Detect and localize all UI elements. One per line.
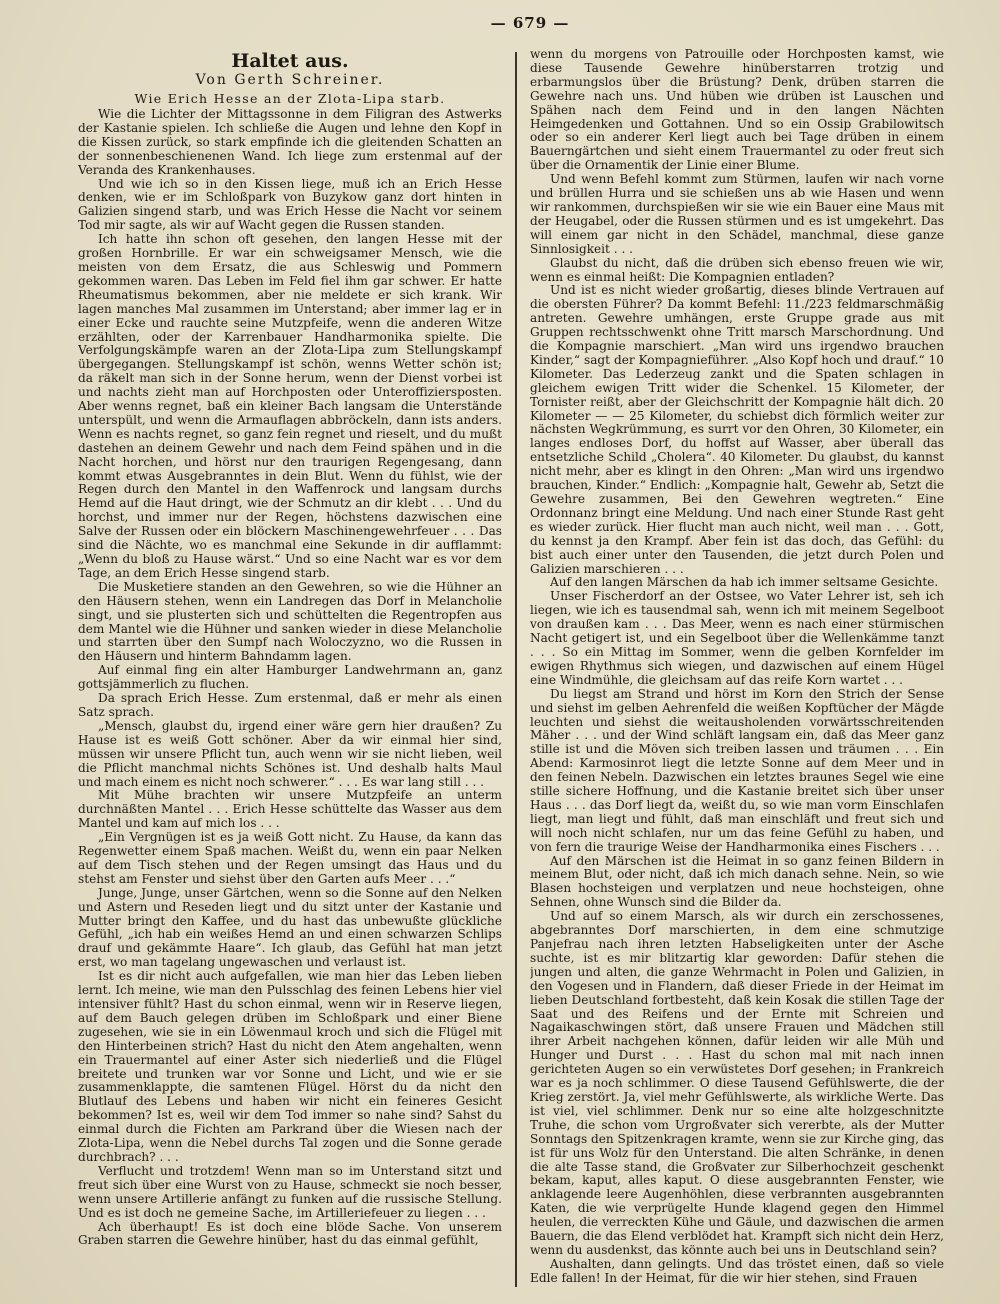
paragraph: Und wenn Befehl kommt zum Stürmen, laufen wir nach vorne und brüllen Hurra und sie schießen uns ab wie Hasen und wenn wir rankommen, durchspießen wir sie wie ein Bauer eine Maus mit der Heugabel, oder die Russen stürmen und es ist umgekehrt. Das will einem gar nicht in den Schädel, manchmal, diese ganze Sinnlosigkeit . . . <box>530 172 944 256</box>
paragraph: Da sprach Erich Hesse. Zum erstenmal, daß er mehr als einen Satz sprach. <box>78 691 502 719</box>
paragraph: Glaubst du nicht, daß die drüben sich ebenso freuen wie wir, wenn es einmal heißt: Die Kompagnien entladen? <box>530 255 944 284</box>
paragraph: Und wie ich so in den Kissen liege, muß ich an Erich Hesse denken, wie er im Schloßpark von Buzykow ganz dort hinten in Galizien singend starb, und was Erich Hesse die Nacht vor seinem Tod mir sagte, als wir auf Wacht gegen die Russen standen. <box>78 176 502 233</box>
paragraph: Junge, Junge, unser Gärtchen, wenn so die Sonne auf den Nelken und Astern und Reseden liegt und du sitzt unter der Kastanie und Mutter bringt den Kaffee, und du hast das unbewußte glückliche Gefühl, „ich hab ein weißes Hemd an und einen schwarzen Schlips drauf und gekämmte Haare“. Ich glaub, das Gefühl hat man jetzt erst, wo man tagelang ungewaschen und verlaust ist. <box>78 885 502 970</box>
article-subtitle: Wie Erich Hesse an der Zlota-Lipa starb. <box>134 91 446 106</box>
paragraph: Aushalten, dann gelingts. Und das tröstet einen, daß so viele Edle fallen! In der Heimat, für die wir hier stehen, sind Frauen <box>530 1256 944 1285</box>
paragraph: Auf den langen Märschen da hab ich immer seltsame Gesichte. <box>550 575 939 590</box>
article-author: Von Gerth Schreiner. <box>195 72 385 88</box>
paragraph: Die Musketiere standen an den Gewehren, so wie die Hühner an den Häusern stehen, wenn ein Landregen das Dorf in Melancholie singt, und sie plusterten sich und schüttelten die Regentropfen aus dem Mantel wie die Hühner und sanken wieder in diese Melancholie und starrten über den Sumpf nach Woloczyzno, wo die Russen in den Häusern und hinterm Bahndamm lagen. <box>78 579 502 664</box>
right-column <box>530 48 944 1296</box>
paragraph: Unser Fischerdorf an der Ostsee, wo Vater Lehrer ist, seh ich liegen, wie ich es tausendmal sah, wenn ich mit meinem Segelboot von draußen kam . . . Das Meer, wenn es nach einer stürmischen Nacht getigert ist, und ein Segelboot über die Wellenkämme tanzt . . . So ein Mittag im Sommer, wenn die gelben Kornfelder im ewigen Rhythmus sich wiegen, und dazwischen auf einem Hügel eine Windmühle, die gleichsam auf das reife Korn wartet . . . <box>530 589 944 687</box>
left-column <box>78 48 502 1296</box>
paragraph: Und auf so einem Marsch, als wir durch ein zerschossenes, abgebranntes Dorf marschierten, in dem eine schmutzige Panjefrau nach ihren letzten Habseligkeiten unter der Asche suchte, ist es mir blitzartig klar geworden: Dafür stehen die jungen und alten, die ganze Wehrmacht in Polen und Galizien, in den Vogesen und in Flandern, daß dieser Friede in der Heimat im lieben Deutschland fortbesteht, daß kein Kosak die stillen Tage der Saat und des Reifens und der Ernte mit Schreien und Nagaikaschwingen stört, daß unsere Frauen und Mädchen still ihrer Arbeit nachgehen können, dafür leiden wir alle Müh und Hunger und Durst . . . Hast du schon mal mit nach innen gerichteten Augen so ein verwüstetes Dorf gesehen; in Frankreich war es ja noch schlimmer. O diese Tausend Gefühlswerte, die der Krieg zerstört. Ja, viel mehr Gefühlswerte, als wirkliche Werte. Das ist viel, viel schlimmer. Denk nur so eine alte holzgeschnitzte Truhe, die schon vom Urgroßvater sich vererbte, als der Mutter Sonntags den Spitzenkragen kramte, wenn sie zur Kirche ging, das ist für uns Wolz für den Unterstand. Die alten Schränke, in denen die alte Tasse stand, die Großvater zur Silberhochzeit geschenkt bekam, kaput, alles kaput. O diese ausgebrannten Fenster, wie anklagende leere Augenhöhlen, diese verbrannten ausgebrannten Katen, die wie verprügelte Hunde klagend gegen den Himmel heulen, die verreckten Kühe und Gäule, und dazwischen die armen Bauern, die das Elend verblödet hat. Krampft sich nicht dein Herz, wenn du ausdenkst, das könnte auch bei uns in Deutschland sein? <box>530 909 944 1257</box>
paragraph: Ach überhaupt! Es ist doch eine blöde Sache. Von unserem Graben starren die Gewehre hinüber, hast du das einmal gefühlt, <box>78 1219 502 1248</box>
paragraph: wenn du morgens von Patrouille oder Horchposten kamst, wie diese Tausende Gewehre hinüberstarren trotzig und erbarmungslos über die Brüstung? Denk, drüben starren die Gewehre nach uns. Und hüben wie drüben ist Lauschen und Spähen nach dem Feind und in den langen Nächten Heimgedenken und Gottahnen. Und so ein Ossip Grabilowitsch oder so ein anderer Kerl liegt auch bei Tage drüben in einem Bauerngärtchen und sieht einem Trauermantel zu oder freut sich über die Ornamentik der Linie einer Blume. <box>530 48 944 173</box>
paragraph: Mit Mühe brachten wir unsere Mutzpfeife an unterm durchnäßten Mantel . . . Erich Hesse schüttelte das Wasser aus dem Mantel und kam auf mich los . . . <box>78 788 502 831</box>
column-divider <box>515 52 517 1287</box>
paragraph: Auf einmal fing ein alter Hamburger Landwehrmann an, ganz gottsjämmerlich zu fluchen. <box>78 663 502 692</box>
page-number: — 679 — <box>490 14 570 32</box>
paragraph: Du liegst am Strand und hörst im Korn den Strich der Sense und siehst im gelben Aehrenfeld die weißen Kopftücher der Mägde leuchten und siehst die weitausholenden vorwärtsschreitenden Mäher . . . und der Wind schläft langsam ein, daß das Meer ganz stille ist und die Möven sich treiben lassen und träumen . . . Ein Abend: Karmosinrot liegt die letzte Sonne auf dem Meer und in den feinen Nebeln. Dazwischen ein letztes braunes Segel wie eine stille sichere Hoffnung, und die Kastanie breitet sich über unser Haus . . . das Dorf liegt da, weißt du, so wie man vorm Einschlafen liegt, man liegt und fühlt, daß man einschläft und freut sich und will noch nicht schlafen, nur um das feine Gefühl zu haben, und von fern die traurige Weise der Handharmonika eines Fischers . . . <box>530 686 944 854</box>
article-title: Haltet aus. <box>231 50 349 72</box>
paragraph: Auf den Märschen ist die Heimat in so ganz feinen Bildern in meinem Blut, oder nicht, daß ich mich danach sehne. Nein, so wie Blasen hochsteigen und verplatzen und neue hochsteigen, ohne Sehnen, ohne Wunsch sind die Bilder da. <box>530 853 944 910</box>
paragraph: Verflucht und trotzdem! Wenn man so im Unterstand sitzt und freut sich über eine Wurst von zu Hause, schmeckt sie noch besser, wenn unsere Artillerie anfängt zu funken auf die russische Stellung. Und es ist doch ne gemeine Sache, im Artilleriefeuer zu liegen . . . <box>78 1163 502 1220</box>
paragraph: Und ist es nicht wieder großartig, dieses blinde Vertrauen auf die obersten Führer? Da kommt Befehl: 11./223 feldmarschmäßig antreten. Gewehre umhängen, erste Gruppe grade aus mit Gruppen rechtsschwenkt ohne Tritt marsch Marschordnung. Und die Kompagnie marschiert. „Man wird uns irgendwo brauchen Kinder,“ sagt der Kompagnieführer. „Also Kopf hoch und drauf.“ 10 Kilometer. Das Lederzeug zankt und die Spaten schlagen in gleichem ewigen Tritt wider die Schenkel. 15 Kilometer, der Tornister reißt, aber der Gleichschritt der Kompagnie hält dich. 20 Kilometer — — 25 Kilometer, du schiebst dich förmlich weiter zur nächsten Wegkrümmung, es surrt vor den Ohren, 30 Kilometer, ein langes endloses Dorf, du hoffst auf Wasser, aber überall das entsetzliche Schild „Cholera“. 40 Kilometer. Du glaubst, du kannst nicht mehr, aber es klingt in den Ohren: „Man wird uns irgendwo brauchen, Kinder.“ Endlich: „Kompagnie halt, Gewehr ab, Setzt die Gewehre zusammen, Bei den Gewehren wegtreten.“ Eine Ordonnanz bringt eine Meldung. Und nach einer Stunde Rast geht es wieder zurück. Hier flucht man auch nicht, weil man . . . Gott, du kennst ja den Krampf. Aber fein ist das doch, das Gefühl: du bist auch einer unter den Tausenden, die jetzt durch Polen und Galizien marschieren . . . <box>530 283 944 576</box>
paragraph: Ich hatte ihn schon oft gesehen, den langen Hesse mit der großen Hornbrille. Er war ein schweigsamer Mensch, wie die meisten von dem Ersatz, die aus Schleswig und Pommern gekommen waren. Das Leben im Feld fiel ihm gar schwer. Er hatte Rheumatismus bekommen, aber nie meldete er sich krank. Wir lagen manches Mal zusammen im Unterstand; aber immer lag er in einer Ecke und rauchte seine Mutzpfeife, wenn die anderen Witze erzählten, oder der Karrenbauer Handharmonika spielte. Die Verfolgungskämpfe waren an der Zlota-Lipa zum Stellungskampf übergegangen. Stellungskampf ist schön, wenns Wetter schön ist; da räkelt man sich in der Sonne herum, wenn der Dienst vorbei ist und nachts zieht man auf Horchposten oder Unteroffiziersposten. Aber wenns regnet, baß ein kleiner Bach langsam die Unterstände unterspült, und wenn die Armauflagen abbröckeln, dann ists anders. Wenn es nachts regnet, so ganz fein regnet und rieselt, und du mußt dastehen an deinem Gewehr und nach dem Feind spähen und in die Nacht horchen, und hörst nur den traurigen Regengesang, dann kommt etwas Ausgebranntes in dein Blut. Wenn du fühlst, wie der Regen durch den Mantel in den Waffenrock und langsam durchs Hemd auf die Haut dringt, wie der Schmutz an dir klebt . . . Und du horchst, und immer nur der Regen, höchstens dazwischen eine Salve der Russen oder ein blöckern Maschinengewehrfeuer . . . Das sind die Nächte, wo es manchmal eine Sekunde in dir aufflammt: „Wenn du bloß zu Hause wärst.“ Und so eine Nacht war es vor dem Tage, an dem Erich Hesse singend starb. <box>78 232 502 580</box>
paragraph: „Ein Vergnügen ist es ja weiß Gott nicht. Zu Hause, da kann das Regenwetter einem Spaß machen. Weißt du, wenn ein paar Nelken auf dem Tisch stehen und der Regen umsingt das Haus und du stehst am Fenster und siehst über den Garten aufs Meer . . .“ <box>78 830 502 886</box>
paragraph: Ist es dir nicht auch aufgefallen, wie man hier das Leben lieben lernt. Ich meine, wie man den Pulsschlag des feinen Lebens hier viel intensiver fühlt? Hast du schon einmal, wenn wir in Reserve liegen, auf dem Bauch gelegen drüben im Schloßpark und einer Biene zugesehen, wie sie in ein Löwenmaul kroch und sich die Flügel mit den Hinterbeinen strich? Hast du nicht den Atem angehalten, wenn ein Trauermantel auf einer Aster sich niederließ und die Flügel breitete und trunken war vor Sonne und Licht, und wie er sie zusammenklappte, die samtenen Flügel. Hörst du da nicht den Blutlauf des Lebens und haben wir nicht ein feineres Gesicht bekommen? Ist es, weil wir dem Tod immer so nahe sind? Sahst du einmal durch die Fichten am Parkrand über die Wiesen nach der Zlota-Lipa, wenn die Nebel durchs Tal zogen und die Sonne gerade durchbrach? . . . <box>78 969 502 1164</box>
paragraph: „Mensch, glaubst du, irgend einer wäre gern hier draußen? Zu Hause ist es weiß Gott schöner. Aber da wir einmal hier sind, müssen wir unsere Pflicht tun, auch wenn wir sie nicht lieben, weil die Pflicht manchmal nichts Schönes ist. Und deshalb halts Maul und mach einem es nicht noch schwerer.“ . . . Es war lang still . . . <box>78 718 502 789</box>
paragraph: Wie die Lichter der Mittagssonne in dem Filigran des Astwerks der Kastanie spielen. Ich schließe die Augen und lehne den Kopf in die Kissen zurück, so stark empfinde ich die gleitenden Schatten an der sonnenbeschienenen Wand. Ich liege zum erstenmal auf der Veranda des Krankenhauses. <box>78 107 502 177</box>
